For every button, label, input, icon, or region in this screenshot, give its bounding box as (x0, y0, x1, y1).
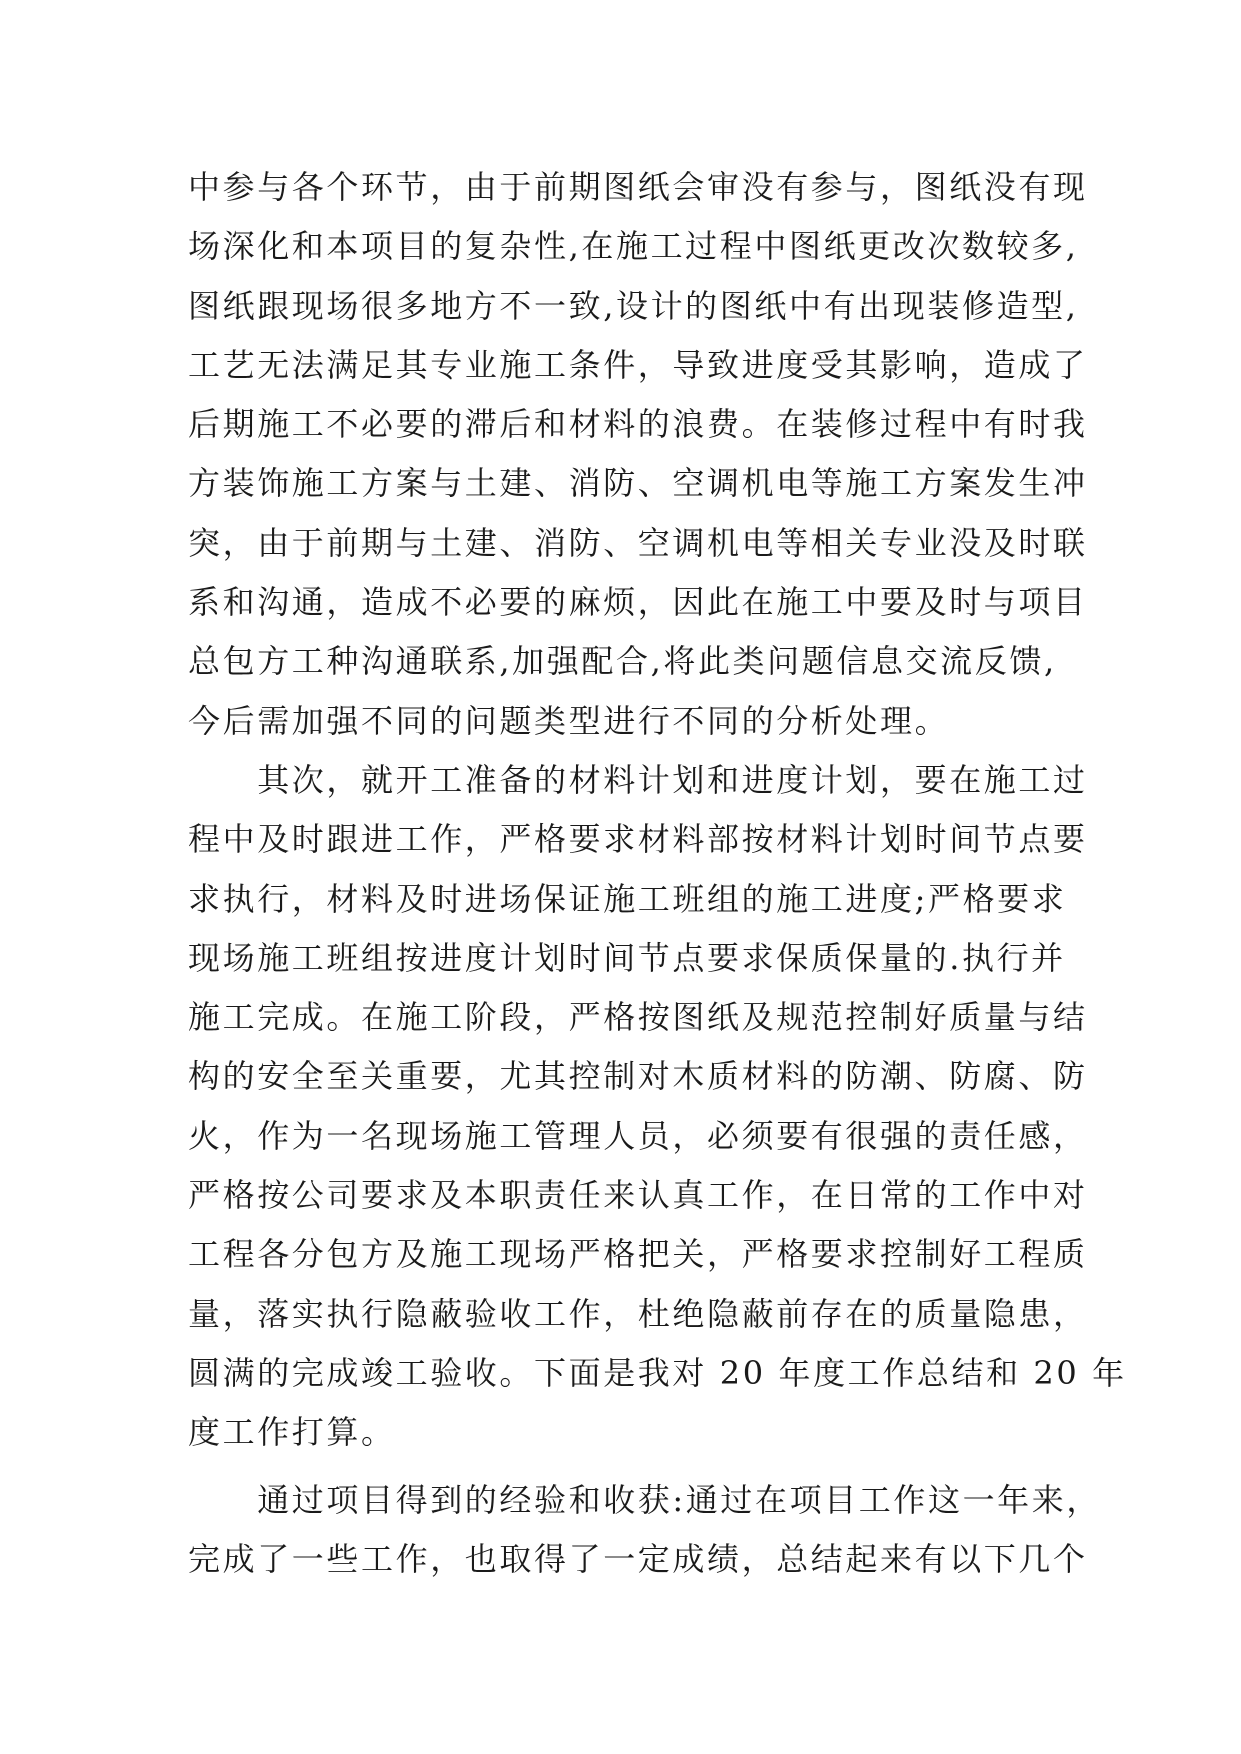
text-line: 程中及时跟进工作，严格要求材料部按材料计划时间节点要 (188, 820, 1088, 859)
text-line: 突，由于前期与土建、消防、空调机电等相关专业没及时联 (188, 523, 1088, 562)
text-line: 度工作打算。 (188, 1413, 396, 1452)
paragraph-2 (188, 751, 1127, 1463)
document-body (188, 158, 1127, 1589)
text-line: 严格按公司要求及本职责任来认真工作，在日常的工作中对 (188, 1176, 1088, 1215)
text-line: 系和沟通，造成不必要的麻烦，因此在施工中要及时与项目 (188, 583, 1088, 622)
text-line: 总包方工种沟通联系,加强配合,将此类问题信息交流反馈, (188, 642, 1057, 681)
text-line: 完成了一些工作，也取得了一定成绩，总结起来有以下几个 (188, 1539, 1088, 1578)
text-line: 场深化和本项目的复杂性,在施工过程中图纸更改次数较多, (188, 227, 1079, 266)
text-line: 工艺无法满足其专业施工条件，导致进度受其影响，造成了 (188, 345, 1088, 384)
text-line: 今后需加强不同的问题类型进行不同的分析处理。 (188, 701, 950, 740)
text-line: 后期施工不必要的滞后和材料的浪费。在装修过程中有时我 (188, 405, 1088, 444)
text-line: 其次，就开工准备的材料计划和进度计划，要在施工过 (188, 760, 1088, 799)
text-line: 现场施工班组按进度计划时间节点要求保质保量的.执行并 (188, 938, 1066, 977)
text-line: 工程各分包方及施工现场严格把关，严格要求控制好工程质 (188, 1235, 1088, 1274)
text-line: 圆满的完成竣工验收。下面是我对 20 年度工作总结和 20 年 (188, 1353, 1127, 1392)
text-line: 通过项目得到的经验和收获:通过在项目工作这一年来， (188, 1480, 1101, 1519)
text-line: 施工完成。在施工阶段，严格按图纸及规范控制好质量与结 (188, 998, 1088, 1037)
text-line: 量，落实执行隐蔽验收工作，杜绝隐蔽前存在的质量隐患， (188, 1294, 1088, 1333)
text-line: 构的安全至关重要，尤其控制对木质材料的防潮、防腐、防 (188, 1057, 1088, 1096)
text-line: 中参与各个环节，由于前期图纸会审没有参与，图纸没有现 (188, 168, 1088, 206)
text-line: 方装饰施工方案与土建、消防、空调机电等施工方案发生冲 (188, 464, 1088, 503)
text-line: 图纸跟现场很多地方不一致,设计的图纸中有出现装修造型, (188, 286, 1079, 325)
text-line: 求执行，材料及时进场保证施工班组的施工进度;严格要求 (188, 879, 1067, 918)
paragraph-3 (188, 1471, 1101, 1590)
paragraph-spacer (188, 1463, 1048, 1471)
text-line: 火，作为一名现场施工管理人员，必须要有很强的责任感， (188, 1116, 1088, 1155)
paragraph-1 (188, 158, 1088, 751)
